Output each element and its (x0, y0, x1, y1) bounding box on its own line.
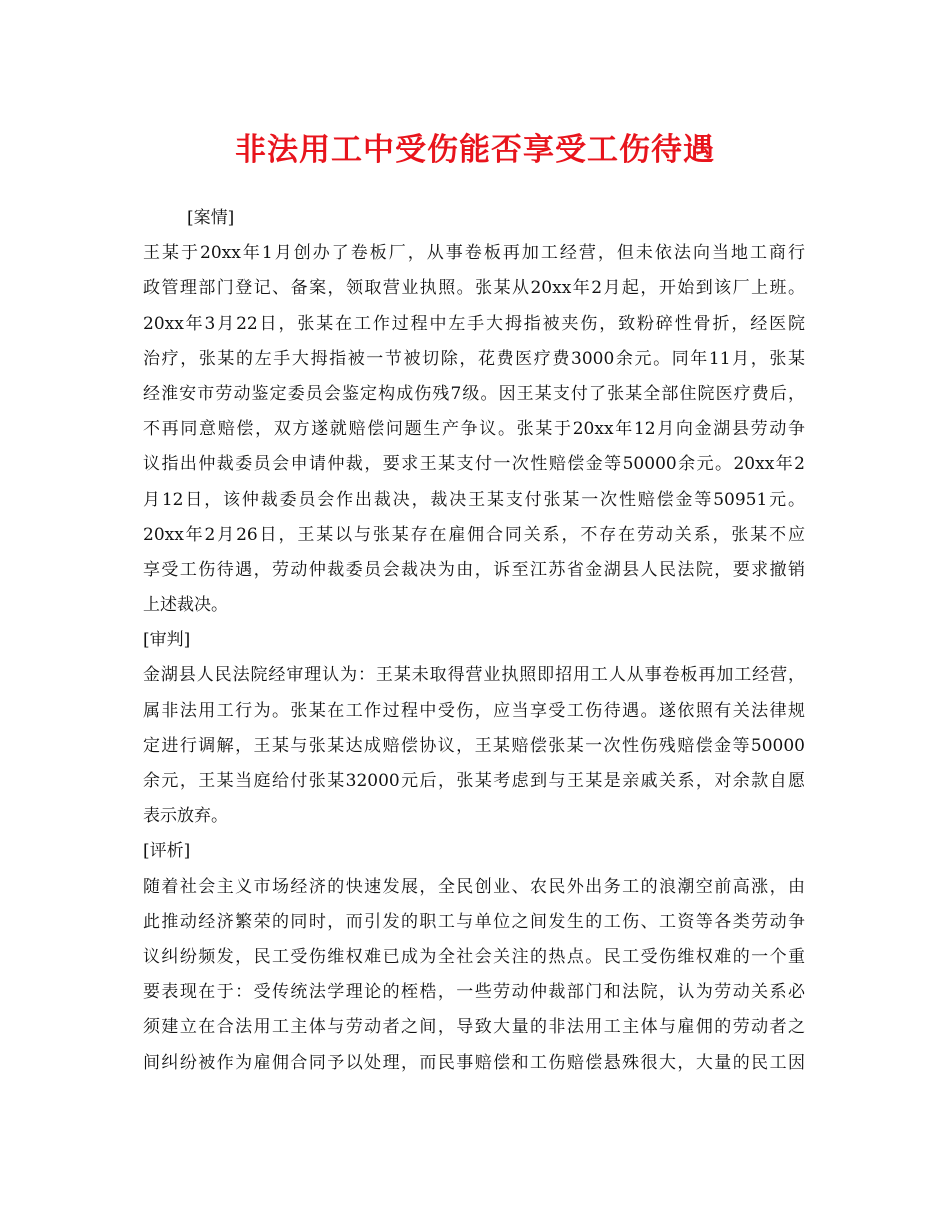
paragraph-line: 享受工伤待遇，劳动仲裁委员会裁决为由，诉至江苏省金湖县人民法院，要求撤销 (143, 559, 805, 580)
section-heading: [审判] (143, 630, 191, 651)
paragraph-line: 议指出仲裁委员会申请仲裁，要求王某支付一次性赔偿金等50000余元。20xx年2 (143, 454, 805, 475)
paragraph-line: 余元，王某当庭给付张某32000元后，张某考虑到与王某是亲戚关系，对余款自愿 (143, 771, 805, 791)
paragraph-line: 王某于20xx年1月创办了卷板厂，从事卷板再加工经营，但未依法向当地工商行 (143, 243, 805, 264)
paragraph-line: 20xx年2月26日，王某以与张某存在雇佣合同关系，不存在劳动关系，张某不应 (143, 524, 805, 545)
paragraph-line: 表示放弃。 (143, 806, 228, 827)
document-body (143, 201, 805, 1081)
paragraph-line: 间纠纷被作为雇佣合同予以处理，而民事赔偿和工伤赔偿悬殊很大，大量的民工因 (143, 1052, 805, 1073)
paragraph-line: 议纠纷频发，民工受伤维权难已成为全社会关注的热点。民工受伤维权难的一个重 (143, 946, 805, 967)
paragraph-line: 随着社会主义市场经济的快速发展，全民创业、农民外出务工的浪潮空前高涨，由 (143, 876, 805, 897)
paragraph-line: 金湖县人民法院经审理认为：王某未取得营业执照即招用工人从事卷板再加工经营， (143, 665, 805, 686)
paragraph-line: 要表现在于：受传统法学理论的桎梏，一些劳动仲裁部门和法院，认为劳动关系必 (143, 982, 805, 1003)
paragraph-line: 须建立在合法用工主体与劳动者之间，导致大量的非法用工主体与雇佣的劳动者之 (143, 1017, 805, 1038)
paragraph-line: 不再同意赔偿，双方遂就赔偿问题生产争议。张某于20xx年12月向金湖县劳动争 (143, 419, 805, 440)
section-heading: [案情] (187, 208, 235, 228)
paragraph-line: 月12日，该仲裁委员会作出裁决，裁决王某支付张某一次性赔偿金等50951元。 (143, 489, 805, 510)
section-heading: [评析] (143, 841, 191, 862)
paragraph-line: 经淮安市劳动鉴定委员会鉴定构成伤残7级。因王某支付了张某全部住院医疗费后， (143, 383, 805, 404)
paragraph-line: 定进行调解，王某与张某达成赔偿协议，王某赔偿张某一次性伤残赔偿金等50000 (143, 735, 805, 756)
paragraph-line: 此推动经济繁荣的同时，而引发的职工与单位之间发生的工伤、工资等各类劳动争 (143, 911, 805, 932)
paragraph-line: 属非法用工行为。张某在工作过程中受伤，应当享受工伤待遇。遂依照有关法律规 (143, 700, 805, 721)
paragraph-line: 20xx年3月22日，张某在工作过程中左手大拇指被夹伤，致粉碎性骨折，经医院 (143, 313, 805, 334)
document-title: 非法用工中受伤能否享受工伤待遇 (235, 132, 715, 168)
paragraph-line: 治疗，张某的左手大拇指被一节被切除，花费医疗费3000余元。同年11月，张某 (143, 348, 805, 369)
paragraph-line: 上述裁决。 (143, 595, 228, 616)
paragraph-line: 政管理部门登记、备案，领取营业执照。张某从20xx年2月起，开始到该厂上班。 (143, 278, 805, 299)
